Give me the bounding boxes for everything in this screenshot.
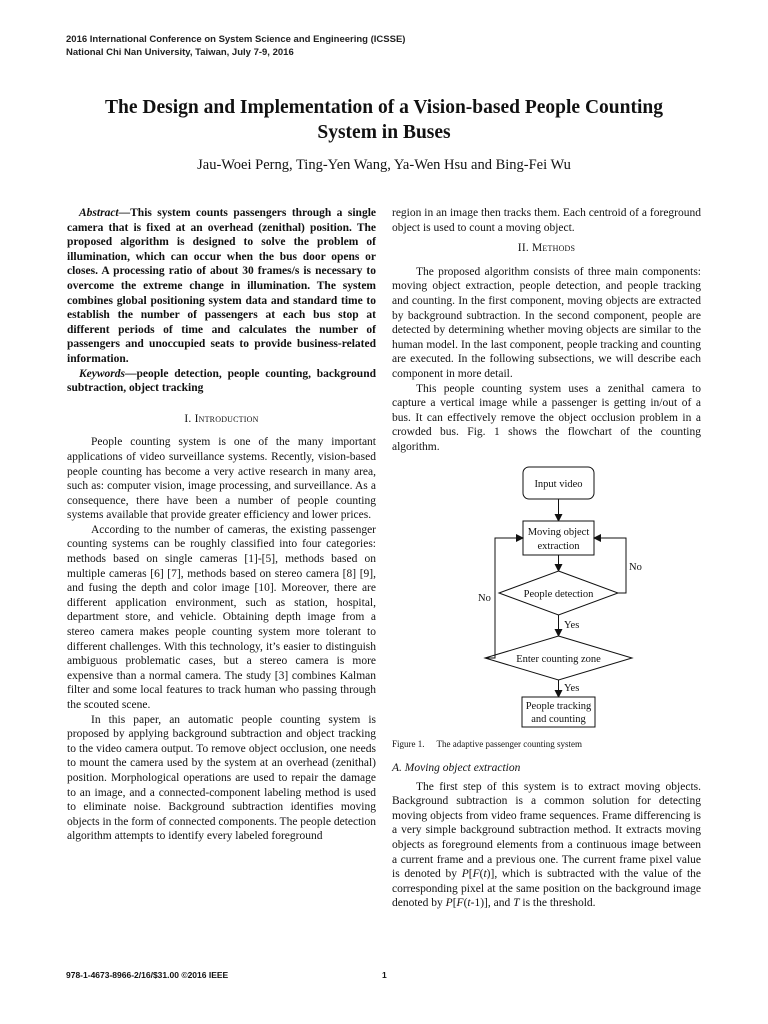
mo-text-3: , and [487, 897, 514, 910]
node-input-video-label: Input video [534, 478, 583, 490]
left-column [67, 206, 376, 844]
node-extract-label-1: Moving object [527, 526, 590, 538]
mo-symbol-f2: F [456, 897, 464, 910]
intro-paragraph-2: According to the number of cameras, the existing passenger counting systems can be roughly classified into four categories: methods based on single cameras [1]-[5], methods based on multiple cameras [6] [7], methods based on stereo camera [8] [9], and fusing the depth and color image [10]. Moreover, there are different application environment, such as station, hospital, department store, and vehicle. Obtaining depth image from a stereo camera makes people counting system more tolerant to different challenges. With this technology, it’s easier to distinguish ambiguous problematic cases, but a stereo camera is more expensive than a normal camera. The study [3] combines Kalman filter and some local features to track human who passing through the scouted scene. [67, 523, 376, 711]
figure-caption [392, 737, 701, 752]
footer-copyright: 978-1-4673-8966-2/16/$31.00 ©2016 IEEE [66, 970, 229, 980]
moving-object-paragraph [392, 780, 701, 911]
label-no-left: No [478, 592, 491, 604]
abstract-text: This system counts passengers through a single camera that is fixed at an overhead (zenithal) position. The proposed algorithm is designed to solve the problem of illumination, which can occur when the bus door opens or closes. A processing ratio of about 30 frames/s is necessary to overcome the extreme change in illumination. The system combines global positioning system data and standard time to establish the number of passengers at each bus stop at different periods of time and calculates the number of passengers and unoccupied seats to provide business-related information. [67, 207, 376, 365]
label-yes-1: Yes [564, 619, 580, 631]
intro-paragraph-1: People counting system is one of the many important applications of video surveillance systems. Recently, vision-based people counting has become a very active research in many area, such as: computer vision, image processing, and surveillance. As a consequence, there have been a number of people counting systems available that provide greater efficiency and lower prices. [67, 436, 376, 522]
abstract [67, 206, 376, 367]
keywords [67, 367, 376, 396]
node-track-label-1: People tracking [525, 700, 592, 712]
mo-symbol-threshold: T [513, 897, 520, 910]
keywords-dash: — [125, 367, 137, 380]
section-heading-methods: II. Methods [517, 242, 576, 255]
node-detect-label: People detection [523, 588, 594, 600]
abstract-label: Abstract [79, 207, 119, 219]
keywords-text: people detection, people counting, background subtraction, object tracking [67, 367, 376, 395]
label-yes-2: Yes [564, 682, 580, 694]
paper-title [60, 95, 708, 145]
mo-bracket-4: [ [452, 897, 457, 910]
edge-detect-no [594, 538, 626, 593]
node-track-label-2: and counting [531, 713, 586, 725]
author-list: Jau-Woei Perng, Ting-Yen Wang, Ya-Wen Hsu and Bing-Fei Wu [197, 157, 571, 173]
page-number: 1 [382, 970, 387, 980]
title-line-1: The Design and Implementation of a Vision-based People Counting [105, 97, 663, 118]
methods-paragraph-2: This people counting system uses a zenithal camera to capture a vertical image while a passenger is getting in/out of a bus. It can effectively remove the object occlusion problem in a crowded bus. Fig. 1 shows the flowchart of the counting algorithm. [392, 382, 701, 453]
abstract-dash: — [118, 207, 131, 219]
mo-symbol-p2: P [445, 897, 453, 910]
mo-bracket-3: )] [486, 868, 495, 881]
mo-symbol-t: t [483, 868, 487, 881]
node-extract-label-2: extraction [537, 540, 580, 552]
conference-name: 2016 International Conference on System Science and Engineering (ICSSE) [66, 34, 406, 45]
mo-bracket-2: ( [479, 868, 484, 881]
flowchart [392, 455, 701, 707]
mo-symbol-t2: t [467, 897, 471, 910]
mo-bracket-5: ( [463, 897, 468, 910]
mo-text-4: is the threshold. [519, 897, 596, 910]
flowchart-figure [392, 455, 701, 725]
label-no-right: No [629, 561, 642, 573]
keywords-label: Keywords [79, 367, 125, 380]
title-line-2: System in Buses [317, 122, 451, 143]
mo-symbol-p: P [461, 868, 469, 881]
flowchart-bottom [392, 689, 701, 729]
mo-symbol-f: F [472, 868, 480, 881]
subsection-heading-moving-object-extraction: A. Moving object extraction [392, 762, 521, 775]
mo-bracket-6: -1)] [470, 897, 488, 910]
methods-paragraph-1: The proposed algorithm consists of three main components: moving object extraction, people detection, and people tracking and counting. In the first component, moving objects are extracted by background subtraction. In the second component, people are detected by determining whether moving objects are similar to the human model. In the last component, people tracking and counting are executed. In the following subsections, we will describe each component in more detail. [392, 265, 701, 380]
intro-paragraph-3: In this paper, an automatic people counting system is proposed by applying background subtraction and object tracking to the video camera output. To remove object occlusion, one needs to mount the camera used by the system at an overhead (zenithal) position. Morphological operations are used to repair the damage to an image, and a connected-component labeling method is used to eliminate noise. Background subtraction identifies moving objects in the form of connected components. The people detection algorithm attempts to identify every labeled foreground [67, 713, 376, 843]
section-heading-introduction: I. Introduction [184, 412, 259, 425]
figure-caption-number: Figure 1. [392, 738, 425, 749]
figure-caption-text: The adaptive passenger counting system [436, 738, 582, 749]
conference-venue: National Chi Nan University, Taiwan, July 7-9, 2016 [66, 47, 294, 58]
conference-header [66, 33, 405, 59]
mo-text-2: , which is subtracted with the value of the corresponding pixel at the same position on the background image denoted by [392, 868, 701, 910]
mo-bracket-1: [ [468, 868, 473, 881]
right-column [392, 206, 701, 911]
intro-paragraph-3-continued: region in an image then tracks them. Each centroid of a foreground object is used to count a moving object. [392, 207, 701, 234]
node-zone-label: Enter counting zone [516, 653, 601, 665]
mo-text-1: The first step of this system is to extract moving objects. Background subtraction is a common solution for detecting moving objects from video frame sequences. Frame differencing is a very simple background subtraction method. It extracts moving objects as foreground elements from a continuous image between a current frame and a previous one. The current frame pixel value is denoted by [392, 780, 701, 881]
